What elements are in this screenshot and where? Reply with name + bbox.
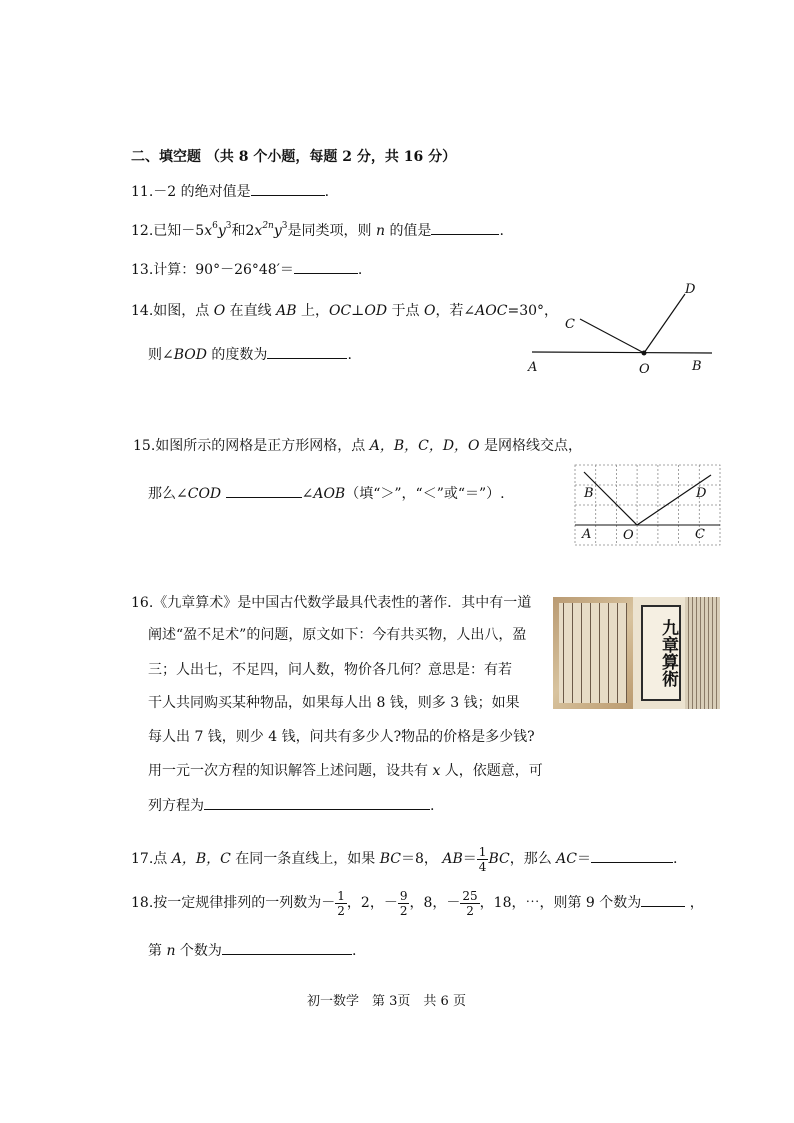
label-b: B — [584, 486, 594, 501]
point-o — [642, 351, 647, 356]
answer-blank[interactable] — [431, 220, 499, 235]
book-title-label: 九章算術 — [641, 605, 681, 701]
question-12: 12.已知$-5x^6y^3$和$2x^{2n}y^3$是同类项，则 n 的值是 . — [131, 221, 504, 239]
answer-blank[interactable] — [251, 181, 325, 196]
question-16-line5: 每人出 7 钱，则少 4 钱，问共有多少人?物品的价格是多少钱? — [148, 729, 535, 745]
question-15-line2: 那么∠COD ∠AOB（填“＞”，“＜”或“＝”）. — [148, 483, 505, 504]
label-c: C — [695, 527, 705, 542]
fraction-2: $\frac{9}{2}$ — [399, 888, 408, 918]
fraction-1: $\frac{1}{2}$ — [337, 888, 345, 918]
question-18-line1: 18.按一定规律排列的一列数为－ $\frac{1}{2}$ ，2，－ $\frac{9}{2}$ ，8，－ $\frac{25}{2}$ ，18，⋯，则第 9 个数为 ， — [131, 888, 704, 918]
line-ab — [532, 352, 712, 353]
q14-angle-figure — [520, 278, 720, 378]
question-13: 13.计算：90°－26°48′＝ . — [131, 259, 362, 280]
label-o: O — [623, 528, 634, 543]
answer-blank[interactable] — [294, 259, 358, 274]
fraction-one-quarter: $\frac{1}{4}$ — [478, 844, 487, 874]
label-o: O — [639, 362, 650, 377]
jiuzhang-book-photo — [553, 597, 720, 709]
answer-blank[interactable] — [204, 795, 430, 810]
page-footer: 初一数学 第 3页 共 6 页 — [307, 994, 466, 1009]
answer-blank[interactable] — [267, 344, 347, 359]
label-c: C — [565, 317, 575, 332]
answer-blank[interactable] — [226, 483, 302, 498]
ray-od — [644, 294, 685, 353]
question-16-line7: 列方程为 . — [148, 795, 434, 816]
answer-blank[interactable] — [222, 940, 352, 955]
question-16-line6: 用一元一次方程的知识解答上述问题，设共有 x 人，依题意，可 — [148, 763, 543, 779]
question-11: 11.－2 的绝对值是 . — [131, 181, 329, 202]
question-14-line1: 14.如图，点 O 在直线 AB 上，OC⊥OD 于点 O，若∠AOC=30°， — [131, 303, 559, 319]
question-18-line2: 第 n 个数为 . — [148, 940, 356, 961]
label-a: A — [528, 360, 538, 375]
question-14-line2: 则∠BOD 的度数为 . — [148, 344, 352, 365]
q15-grid-figure — [574, 464, 722, 548]
question-17: 17.点 A，B，C 在同一条直线上，如果 BC＝8， AB＝ $\frac{1}{4}$ BC，那么 AC＝ . — [131, 844, 678, 874]
label-d: D — [696, 486, 707, 501]
answer-blank[interactable] — [591, 848, 673, 863]
answer-blank[interactable] — [641, 892, 685, 907]
book-spine — [685, 597, 720, 709]
label-d: D — [685, 282, 696, 297]
question-16-line1: 16.《九章算术》是中国古代数学最具代表性的著作．其中有一道 — [131, 595, 532, 611]
question-16-line4: 干人共同购买某种物品，如果每人出 8 钱，则多 3 钱；如果 — [148, 695, 520, 711]
question-15-line1: 15.如图所示的网格是正方形网格，点 A，B，C，D，O 是网格线交点， — [133, 438, 582, 454]
ray-oc — [580, 319, 644, 353]
fraction-3: $\frac{25}{2}$ — [462, 888, 478, 918]
question-16-line3: 三；人出七，不足四，问人数，物价各几何？意思是：有若 — [148, 662, 512, 678]
label-b: B — [692, 359, 702, 374]
question-16-line2: 阐述“盈不足术”的问题，原文如下：今有共买物，人出八，盈 — [148, 627, 527, 643]
section-title: 二、填空题 （共 8 个小题，每题 2 分，共 16 分） — [131, 149, 457, 165]
label-a: A — [582, 527, 592, 542]
book-left-page — [559, 603, 627, 703]
